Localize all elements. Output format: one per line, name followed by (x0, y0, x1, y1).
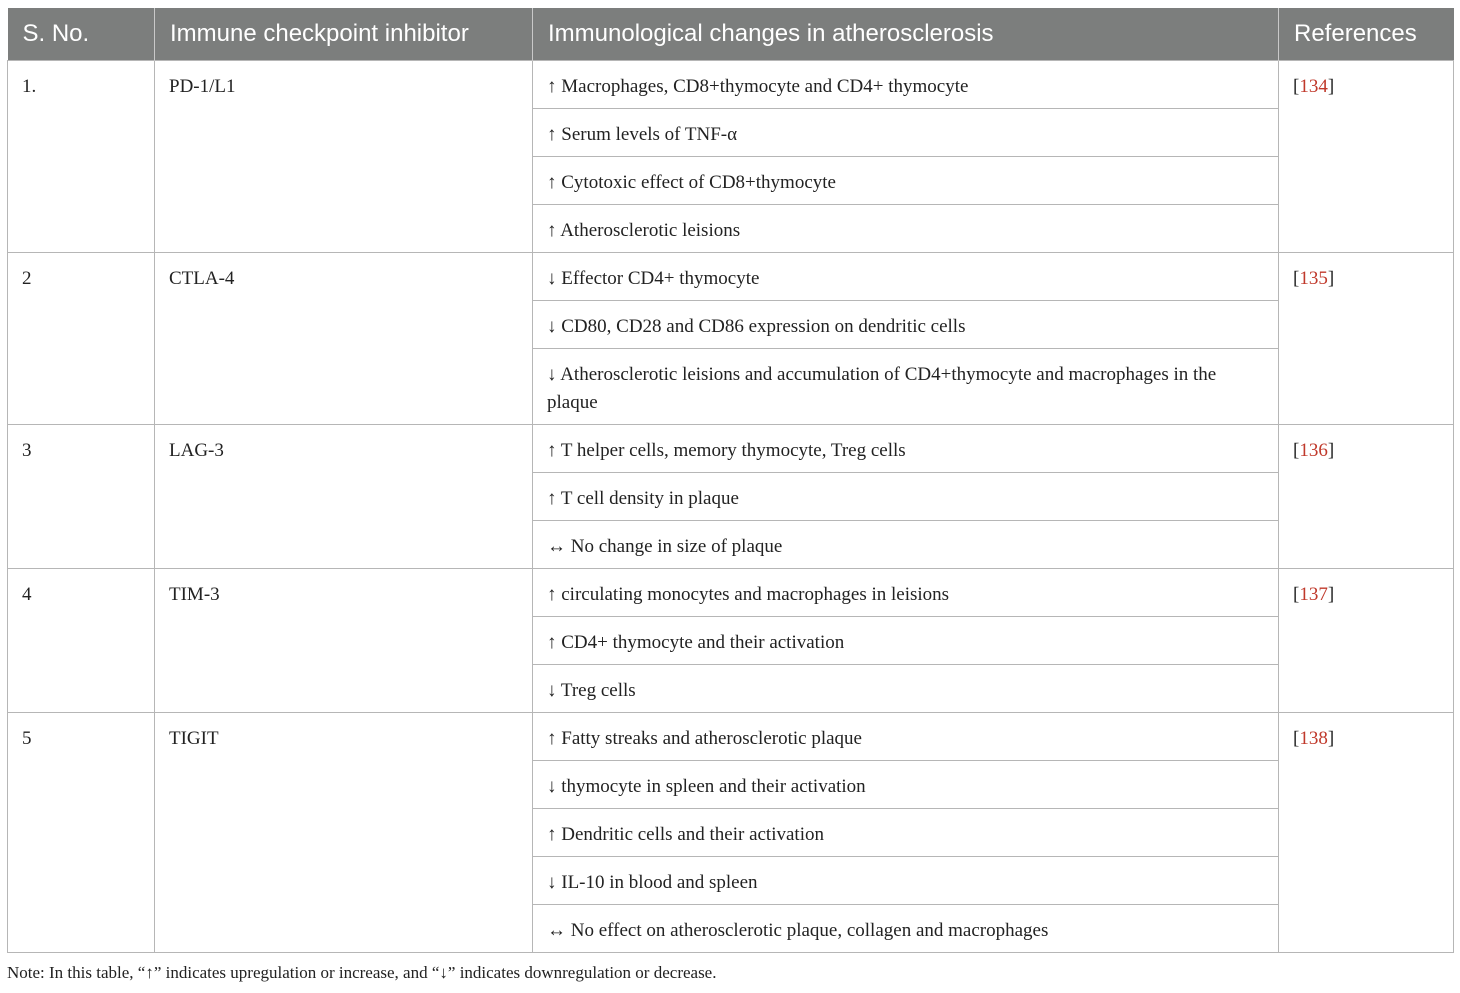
cell-change: ↑ Macrophages, CD8+thymocyte and CD4+ thymocyte (533, 60, 1279, 108)
table-row (8, 712, 1454, 760)
header-row (8, 8, 1454, 60)
reference-open-bracket: [ (1293, 267, 1300, 289)
cell-change: ↑ circulating monocytes and macrophages in leisions (533, 568, 1279, 616)
reference-close-bracket: ] (1327, 267, 1335, 289)
header-changes: Immunological changes in atherosclerosis (533, 8, 1279, 60)
cell-change: ↑ CD4+ thymocyte and their activation (533, 616, 1279, 664)
table-note: Note: In this table, “↑” indicates upregulation or increase, and “↓” indicates downregulation or decrease. (7, 963, 717, 982)
cell-inhibitor: LAG-3 (155, 424, 533, 568)
reference-link[interactable]: 135 (1299, 267, 1328, 289)
reference-link[interactable]: 137 (1299, 583, 1328, 605)
cell-change: ↑ Dendritic cells and their activation (533, 808, 1279, 856)
reference-link[interactable]: 136 (1299, 439, 1328, 461)
table-row (8, 568, 1454, 616)
table-row (8, 60, 1454, 108)
cell-sno: 1. (8, 60, 155, 252)
cell-change: ↓ Treg cells (533, 664, 1279, 712)
cell-inhibitor: TIGIT (155, 712, 533, 952)
cell-reference (1279, 568, 1454, 712)
cell-reference (1279, 424, 1454, 568)
cell-reference (1279, 60, 1454, 252)
reference-close-bracket: ] (1327, 75, 1335, 97)
cell-change: ↓ CD80, CD28 and CD86 expression on dendritic cells (533, 300, 1279, 348)
cell-sno: 4 (8, 568, 155, 712)
cell-change: ↑ Atherosclerotic leisions (533, 204, 1279, 252)
reference-open-bracket: [ (1293, 75, 1300, 97)
cell-change: ↔ No effect on atherosclerotic plaque, collagen and macrophages (533, 904, 1279, 952)
reference-open-bracket: [ (1293, 439, 1300, 461)
cell-change: ↑ T cell density in plaque (533, 472, 1279, 520)
table-body (8, 60, 1454, 952)
cell-sno: 5 (8, 712, 155, 952)
cell-reference (1279, 252, 1454, 424)
cell-change: ↓ Effector CD4+ thymocyte (533, 252, 1279, 300)
immune-checkpoint-table (7, 8, 1454, 953)
cell-reference (1279, 712, 1454, 952)
cell-change: ↓ Atherosclerotic leisions and accumulation of CD4+thymocyte and macrophages in the plaque (533, 348, 1279, 424)
cell-inhibitor: PD-1/L1 (155, 60, 533, 252)
header-references: References (1279, 8, 1454, 60)
reference-close-bracket: ] (1327, 727, 1335, 749)
header-sno: S. No. (8, 8, 155, 60)
cell-change: ↑ Serum levels of TNF-α (533, 108, 1279, 156)
cell-sno: 2 (8, 252, 155, 424)
cell-inhibitor: TIM-3 (155, 568, 533, 712)
cell-change: ↓ thymocyte in spleen and their activation (533, 760, 1279, 808)
cell-inhibitor: CTLA-4 (155, 252, 533, 424)
table-row (8, 424, 1454, 472)
reference-close-bracket: ] (1327, 583, 1335, 605)
cell-change: ↑ T helper cells, memory thymocyte, Treg cells (533, 424, 1279, 472)
reference-open-bracket: [ (1293, 727, 1300, 749)
reference-link[interactable]: 138 (1299, 727, 1328, 749)
cell-change: ↔ No change in size of plaque (533, 520, 1279, 568)
table-row (8, 252, 1454, 300)
reference-close-bracket: ] (1327, 439, 1335, 461)
header-inhibitor: Immune checkpoint inhibitor (155, 8, 533, 60)
reference-link[interactable]: 134 (1299, 75, 1328, 97)
cell-change: ↑ Cytotoxic effect of CD8+thymocyte (533, 156, 1279, 204)
cell-change: ↑ Fatty streaks and atherosclerotic plaque (533, 712, 1279, 760)
cell-change: ↓ IL-10 in blood and spleen (533, 856, 1279, 904)
reference-open-bracket: [ (1293, 583, 1300, 605)
cell-sno: 3 (8, 424, 155, 568)
